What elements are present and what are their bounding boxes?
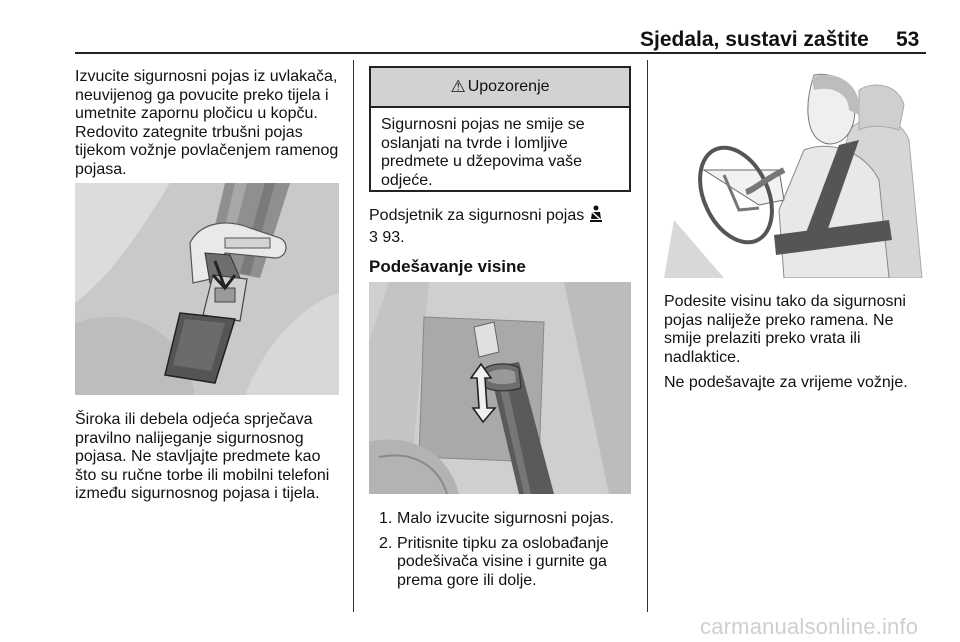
- steps-list: [371, 510, 641, 596]
- section-heading: Podešavanje visine: [369, 257, 526, 276]
- text-line: tijekom vožnje povlačenjem ramenog: [75, 142, 339, 159]
- step-number: 2.: [379, 534, 393, 552]
- text-line: Pritisnite tipku za oslobađanje: [397, 534, 609, 552]
- text-line: pojas naliježe preko ramena. Ne: [664, 311, 894, 329]
- reminder-text: [369, 205, 639, 247]
- text-line: Izvucite sigurnosni pojas iz uvlakača,: [75, 68, 338, 85]
- list-item: [371, 535, 641, 591]
- text-line: Podesite visinu tako da sigurnosni: [664, 293, 906, 310]
- text-line: pojasa.: [75, 160, 127, 178]
- text-line: Malo izvucite sigurnosni pojas.: [397, 510, 614, 527]
- column-divider-1: [353, 60, 354, 612]
- column-3-text: [664, 293, 934, 393]
- buckle-illustration: [75, 183, 339, 395]
- height-adjuster-illustration: [369, 282, 631, 494]
- header-rule: [75, 52, 926, 54]
- page-number: 53: [896, 28, 920, 51]
- text-line: Sigurnosni pojas ne smije se: [381, 116, 585, 133]
- warning-triangle-icon: ⚠: [450, 77, 466, 96]
- text-line: prema gore ili dolje.: [397, 571, 537, 589]
- column-1-intro: [75, 68, 347, 179]
- text-line: odjeće.: [381, 171, 433, 189]
- page-ref-icon: 3: [369, 228, 378, 246]
- column-divider-2: [647, 60, 648, 612]
- text-line: oslanjati na tvrde i lomljive: [381, 134, 568, 152]
- step-number: 1.: [379, 510, 393, 527]
- watermark-text: carmanualsonline.info: [700, 614, 919, 639]
- page-ref-number: 93.: [382, 228, 405, 246]
- text-line: [369, 205, 639, 229]
- reminder-label: Podsjetnik za sigurnosni pojas: [369, 207, 585, 224]
- text-line: Široka ili debela odjeća sprječava: [75, 411, 313, 428]
- warning-box: [369, 66, 631, 192]
- text-line: podešivača visine i gurnite ga: [397, 553, 607, 570]
- driver-seatbelt-illustration: [664, 70, 926, 278]
- text-line: neuvijenog ga povucite preko tijela i: [75, 86, 329, 104]
- text-line: što su ručne torbe ili mobilni telefoni: [75, 466, 330, 484]
- text-line: [369, 229, 639, 248]
- text-line: između sigurnosnog pojasa i tijela.: [75, 485, 320, 502]
- text-line: umetnite zapornu pločicu u kopču.: [75, 105, 318, 122]
- page-header-title: Sjedala, sustavi zaštite: [640, 28, 869, 51]
- warning-title: Upozorenje: [467, 78, 550, 95]
- warning-header: [371, 68, 629, 108]
- text-line: pojasa. Ne stavljajte predmete kao: [75, 448, 321, 465]
- list-item: [371, 510, 641, 529]
- text-line: pravilno nalijeganje sigurnosnog: [75, 429, 304, 447]
- text-line: smije prelaziti preko vrata ili: [664, 330, 861, 347]
- text-line: nadlaktice.: [664, 348, 741, 366]
- column-1-note: [75, 411, 347, 504]
- text-line: Ne podešavajte za vrijeme vožnje.: [664, 374, 908, 391]
- seatbelt-reminder-icon: [589, 205, 603, 229]
- text-line: predmete u džepovima vaše: [381, 153, 582, 170]
- warning-body: [371, 108, 629, 190]
- text-line: Redovito zategnite trbušni pojas: [75, 123, 303, 141]
